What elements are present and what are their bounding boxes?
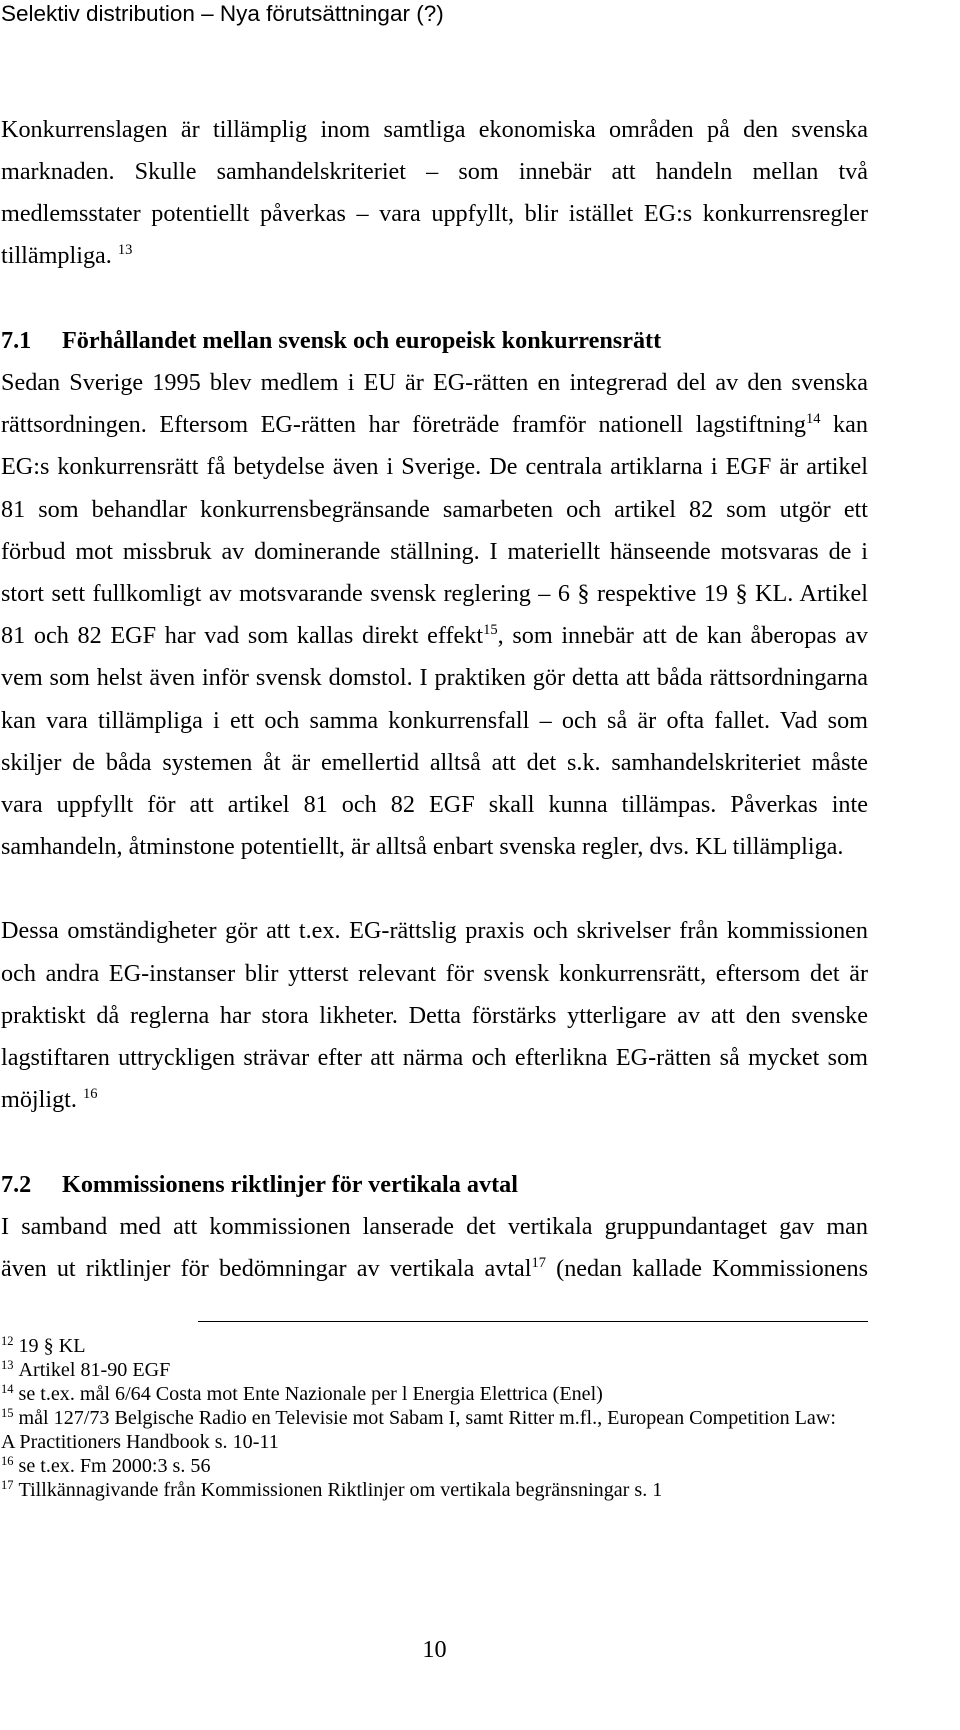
footnote-number: 12 bbox=[1, 1334, 14, 1348]
footnote bbox=[1, 1478, 868, 1502]
running-header: Selektiv distribution – Nya förutsättningar (?) bbox=[1, 1, 444, 26]
body-line: Dessa omständigheter gör att t.ex. EG-rättslig praxis och skrivelser från kommissionen bbox=[1, 917, 868, 945]
footnote-text: 19 § KL bbox=[18, 1335, 86, 1357]
footnote-text: se t.ex. mål 6/64 Costa mot Ente Nazionale per l Energia Elettrica (Enel) bbox=[18, 1383, 603, 1405]
page-number: 10 bbox=[422, 1636, 447, 1663]
body-line bbox=[1, 615, 868, 657]
line-text: kan bbox=[820, 411, 868, 439]
footnote bbox=[1, 1382, 868, 1406]
footnote-text: Tillkännagivande från Kommissionen Riktlinjer om vertikala begränsningar s. 1 bbox=[18, 1479, 663, 1501]
paragraph-spacer bbox=[1, 278, 868, 320]
line-text: tillämpliga. bbox=[1, 242, 112, 270]
body-line: lagstiftaren uttryckligen strävar efter att närma och efterlikna EG-rätten så mycket som bbox=[1, 1044, 868, 1072]
footnote-ref: 17 bbox=[531, 1254, 546, 1271]
footnote-number: 16 bbox=[1, 1454, 14, 1468]
section-number: 7.2 bbox=[1, 1170, 32, 1198]
line-text: (nedan kallade Kommissionens bbox=[546, 1254, 868, 1282]
section-number: 7.1 bbox=[1, 326, 32, 354]
footnote bbox=[1, 1334, 868, 1358]
footnote-number: 14 bbox=[1, 1382, 14, 1396]
footnote-ref: 13 bbox=[117, 242, 133, 259]
body-line: förbud mot missbruk av dominerande ställning. I materiellt hänseende motsvaras de i bbox=[1, 537, 868, 565]
line-text: 81 och 82 EGF har vad som kallas direkt effekt bbox=[1, 622, 484, 650]
body-line: medlemsstater potentiellt påverkas – vara uppfyllt, blir istället EG:s konkurrensregler bbox=[1, 200, 868, 228]
body-line bbox=[1, 1079, 868, 1121]
body-line bbox=[1, 1248, 868, 1290]
body-line: Sedan Sverige 1995 blev medlem i EU är EG-rätten en integrerad del av den svenska bbox=[1, 369, 868, 397]
body-line: samhandeln, åtminstone potentiellt, är alltså enbart svenska regler, dvs. KL tillämpliga. bbox=[1, 833, 844, 861]
footnote-separator bbox=[198, 1321, 868, 1322]
footnote-text: mål 127/73 Belgische Radio en Televisie mot Sabam I, samt Ritter m.fl., European Competition Law: bbox=[18, 1407, 836, 1429]
footnote-continuation bbox=[1, 1430, 868, 1454]
paragraph-spacer bbox=[1, 868, 868, 910]
section-heading bbox=[1, 1164, 868, 1206]
body-line: stort sett fullkomligt av motsvarande svensk reglering – 6 § respektive 19 § KL. Artikel bbox=[1, 579, 868, 607]
footnote-ref: 14 bbox=[805, 411, 821, 428]
body-line: I samband med att kommissionen lanserade det vertikala gruppundantaget gav man bbox=[1, 1212, 868, 1240]
body-line bbox=[1, 235, 868, 277]
footnote-number: 15 bbox=[1, 1406, 14, 1420]
footnote-number: 13 bbox=[1, 1358, 14, 1372]
section-title: Kommissionens riktlinjer för vertikala avtal bbox=[62, 1170, 518, 1198]
footnote-text: A Practitioners Handbook s. 10-11 bbox=[1, 1431, 279, 1453]
line-text: även ut riktlinjer för bedömningar av vertikala avtal bbox=[1, 1254, 532, 1282]
footnotes bbox=[1, 1334, 868, 1502]
footnote-number: 17 bbox=[1, 1478, 14, 1492]
line-text: rättsordningen. Eftersom EG-rätten har företräde framför nationell lagstiftning bbox=[1, 411, 806, 439]
body-line: och andra EG-instanser blir ytterst relevant för svensk konkurrensrätt, eftersom det är bbox=[1, 959, 868, 987]
body-line: skiljer de båda systemen åt är emellertid alltså att det s.k. samhandelskriteriet måste bbox=[1, 748, 868, 776]
line-text: , som innebär att de kan åberopas av bbox=[497, 622, 868, 650]
paragraph-spacer bbox=[1, 1121, 868, 1163]
body-line bbox=[1, 404, 868, 446]
section-heading bbox=[1, 320, 868, 362]
body-line: Konkurrenslagen är tillämplig inom samtliga ekonomiska områden på den svenska bbox=[1, 115, 868, 143]
footnote bbox=[1, 1406, 868, 1430]
section-title: Förhållandet mellan svensk och europeisk konkurrensrätt bbox=[62, 326, 662, 354]
main-text bbox=[1, 109, 868, 1290]
footnote bbox=[1, 1454, 868, 1478]
footnote-ref: 16 bbox=[82, 1086, 98, 1103]
line-text: möjligt. bbox=[1, 1086, 77, 1114]
body-line: EG:s konkurrensrätt få betydelse även i Sverige. De centrala artiklarna i EGF är artikel bbox=[1, 453, 868, 481]
footnote-text: Artikel 81-90 EGF bbox=[18, 1359, 171, 1381]
body-line: marknaden. Skulle samhandelskriteriet – som innebär att handeln mellan två bbox=[1, 158, 868, 186]
body-line: vara uppfyllt för att artikel 81 och 82 EGF skall kunna tillämpas. Påverkas inte bbox=[1, 790, 868, 818]
body-line: kan vara tillämpliga i ett och samma konkurrensfall – och så är ofta fallet. Vad som bbox=[1, 706, 868, 734]
body-line: vem som helst även inför svensk domstol. I praktiken gör detta att båda rättsordningarna bbox=[1, 664, 868, 692]
body-line: 81 som behandlar konkurrensbegränsande samarbeten och artikel 82 som utgör ett bbox=[1, 495, 868, 523]
footnote-text: se t.ex. Fm 2000:3 s. 56 bbox=[18, 1455, 211, 1477]
footnote-ref: 15 bbox=[483, 622, 498, 639]
body-line: praktiskt då reglerna har stora likheter. Detta förstärks ytterligare av att den svenske bbox=[1, 1001, 868, 1029]
footnote bbox=[1, 1358, 868, 1382]
